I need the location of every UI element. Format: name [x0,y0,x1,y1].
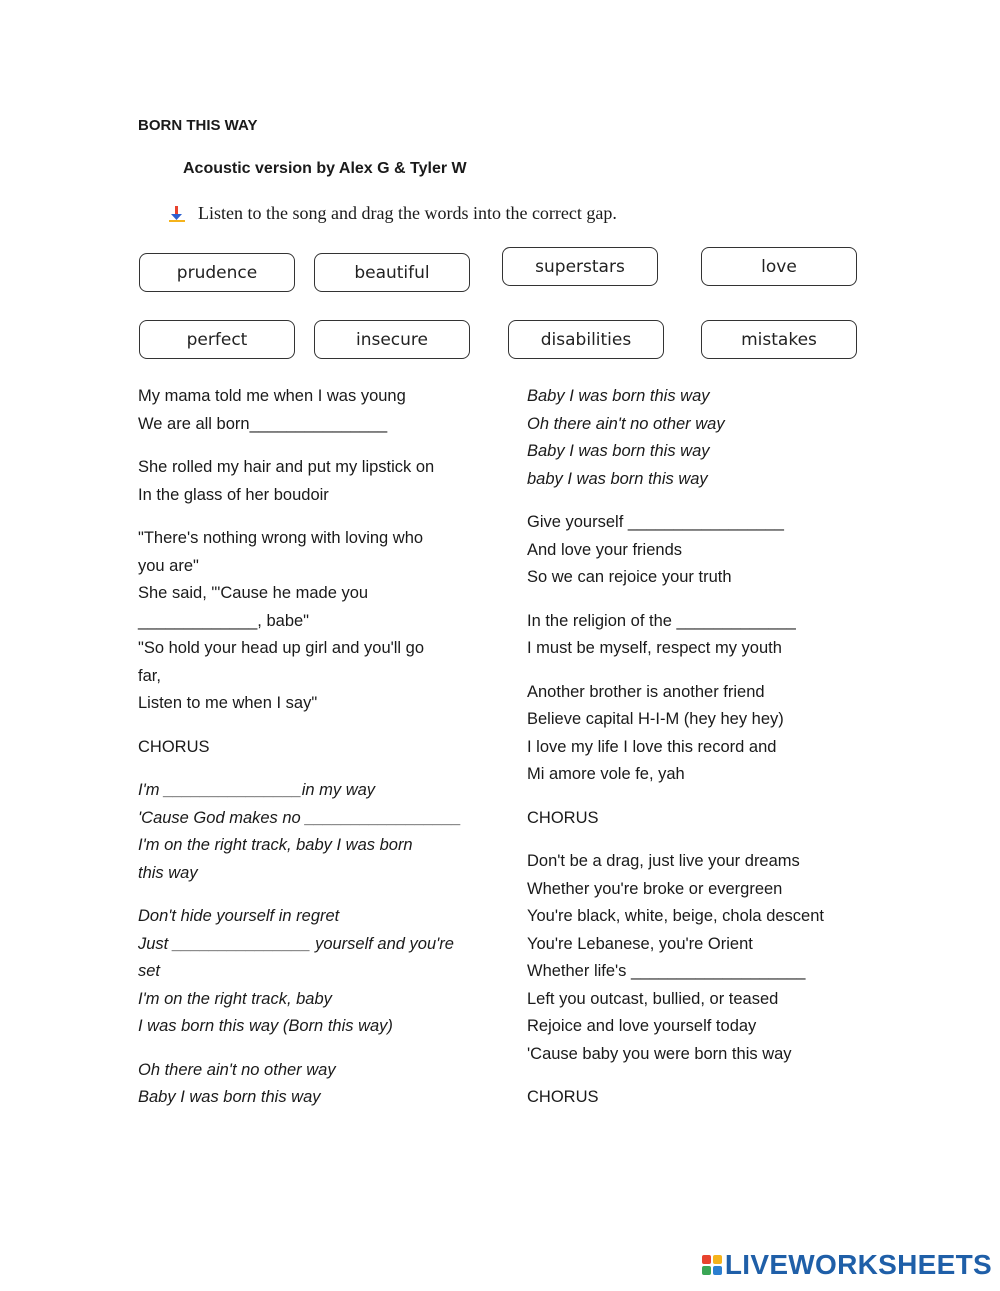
lyric-line: I was born this way (Born this way) [138,1017,393,1035]
lyric-line: CHORUS [138,737,210,756]
lyric-line: I'm on the right track, baby [138,989,332,1008]
stanza [138,1057,478,1112]
lyric-line: CHORUS [527,1088,599,1106]
lyric-line: set [138,962,161,980]
lyric-line: baby I was born this way [527,469,708,488]
lyrics-right-column [527,383,887,1128]
stanza [527,383,887,493]
stanza [527,848,887,1068]
lyric-line: Don't hide yourself in regret [138,907,340,925]
instruction-text: Listen to the song and drag the words into the correct gap. [198,203,617,223]
lyric-line: Baby I was born this way [527,442,710,460]
stanza [527,805,887,833]
lyric-line: Whether you're broke or evergreen [527,879,783,898]
logo-square-4 [713,1266,722,1275]
lyric-line: Left you outcast, bullied, or teased [527,989,779,1008]
word-card-perfect[interactable]: perfect [139,320,295,359]
stanza [527,509,887,592]
stanza [527,1084,887,1112]
lyric-line[interactable]: We are all born_______________ [138,414,388,433]
logo-square-3 [702,1266,711,1275]
stanza [138,454,478,509]
word-card-prudence[interactable]: prudence [139,253,295,292]
arrow-bullet-icon [168,205,186,223]
lyric-line: Believe capital H-I-M (hey hey hey) [527,710,784,728]
lyric-line: So we can rejoice your truth [527,568,732,586]
lyric-line[interactable]: Just _______________ yourself and you're [138,934,454,953]
lyric-line: Baby I was born this way [527,387,710,405]
lyric-line: you are" [138,556,199,575]
lyric-line: Oh there ain't no other way [527,414,725,433]
stanza [138,903,478,1041]
logo-mark-icon [702,1255,722,1275]
lyric-line: far, [138,666,161,685]
lyric-line[interactable]: Give yourself _________________ [527,513,784,531]
lyric-line: In the glass of her boudoir [138,485,329,504]
word-card-insecure[interactable]: insecure [314,320,470,359]
lyric-line: I must be myself, respect my youth [527,639,782,657]
lyric-line: "So hold your head up girl and you'll go [138,639,425,657]
stanza [138,734,478,762]
lyric-line: Another brother is another friend [527,682,765,701]
lyric-line: I'm on the right track, baby I was born [138,836,413,854]
lyric-line: "There's nothing wrong with loving who [138,529,424,547]
stanza [138,525,478,718]
instruction [168,203,617,224]
stanza [138,777,478,887]
word-card-superstars[interactable]: superstars [502,247,658,286]
lyric-line[interactable]: _____________, babe" [138,611,310,630]
stanza [138,383,478,438]
lyric-line[interactable]: 'Cause God makes no _________________ [138,808,462,827]
stanza [527,679,887,789]
logo-square-1 [702,1255,711,1264]
worksheet-subtitle: Acoustic version by Alex G & Tyler W [183,160,467,177]
lyric-line: She said, "'Cause he made you [138,584,369,602]
word-card-disabilities[interactable]: disabilities [508,320,664,359]
lyric-line: Listen to me when I say" [138,694,318,712]
lyric-line: Oh there ain't no other way [138,1060,336,1079]
lyric-line: CHORUS [527,808,599,827]
lyric-line: Don't be a drag, just live your dreams [527,852,800,870]
lyric-line[interactable]: I'm _______________in my way [138,781,376,799]
word-card-mistakes[interactable]: mistakes [701,320,857,359]
liveworksheets-logo [702,1249,992,1281]
logo-square-2 [713,1255,722,1264]
word-card-beautiful[interactable]: beautiful [314,253,470,292]
lyric-line: this way [138,863,198,882]
lyric-line[interactable]: Whether life's ___________________ [527,962,806,980]
lyric-line: I love my life I love this record and [527,737,777,756]
lyric-line: Rejoice and love yourself today [527,1017,757,1035]
lyrics-left-column [138,383,478,1128]
worksheet-title: BORN THIS WAY [138,117,258,134]
lyric-line: Mi amore vole fe, yah [527,765,685,783]
lyric-line: Baby I was born this way [138,1088,321,1106]
lyric-line: You're black, white, beige, chola descent [527,907,824,925]
lyric-line: 'Cause baby you were born this way [527,1044,792,1063]
lyric-line: You're Lebanese, you're Orient [527,934,753,953]
word-card-love[interactable]: love [701,247,857,286]
lyric-line: She rolled my hair and put my lipstick on [138,458,435,476]
lyric-line: And love your friends [527,540,683,559]
stanza [527,608,887,663]
lyric-line[interactable]: In the religion of the _____________ [527,611,796,630]
logo-text: LIVEWORKSHEETS [724,1249,992,1280]
lyric-line: My mama told me when I was young [138,387,406,405]
